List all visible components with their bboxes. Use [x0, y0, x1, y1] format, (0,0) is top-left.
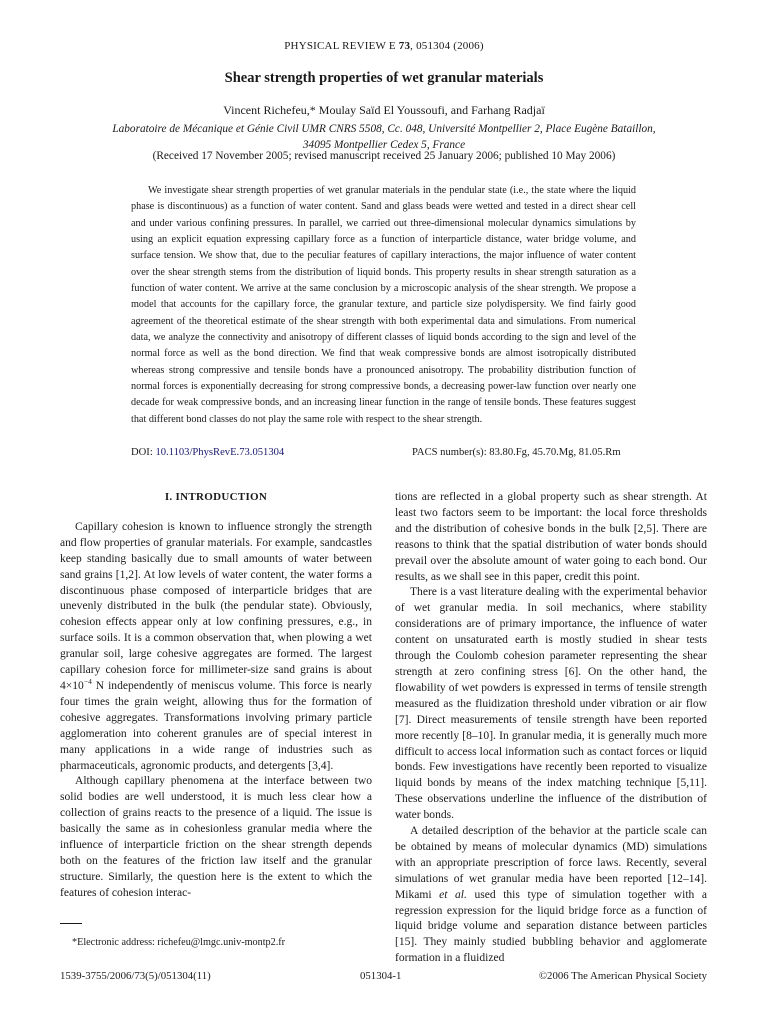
copyright: ©2006 The American Physical Society [538, 970, 707, 982]
force-value-exponent: −4 [83, 677, 92, 687]
intro-paragraph-1-text: Capillary cohesion is known to influence strongly the strength and flow properties of granular materials. For example, sandcastles keep standing basically due to small amounts of water between sand grains [1,2]. At low levels of water content, the water forms a discontinuous phase composed of interparticle bridges that are unevenly distributed in the bulk (the pendular state). Obviously, cohesion effects appear only at low confining pressures, e.g., in surface soils. It is a common observation that, when plowing a wet granular soil, large cohesive aggregates are formed. The largest capillary cohesion force for millimeter-size sand grains is about [60, 520, 372, 677]
footnote-text: *Electronic address: richefeu@lmgc.univ-montp2.fr [72, 937, 286, 948]
issn-code: 1539-3755/2006/73(5)/051304(11) [60, 970, 211, 982]
left-column [60, 490, 372, 902]
affiliation-line-1: Laboratoire de Mécanique et Génie Civil UMR CNRS 5508, Cc. 048, Université Montpellier 2, Place Eugène Bataillon, [112, 123, 656, 135]
footnote-rule [60, 923, 82, 924]
running-head [0, 40, 768, 52]
footnote [60, 937, 372, 948]
affiliation [60, 121, 708, 153]
intro-paragraph-5-text-a: A detailed description of the behavior at the particle scale can be obtained by means of molecular dynamics (MD) simulations with an appropriate prescription of force laws. Recently, several simulations of wet granular media have been reported [12–14]. Mikami [395, 825, 707, 901]
article-number: , 051304 (2006) [410, 40, 484, 52]
author-list: Vincent Richefeu,* Moulay Saïd El Youssoufi, and Farhang Radjaï [223, 103, 545, 117]
doi-link[interactable]: 10.1103/PhysRevE.73.051304 [155, 447, 285, 458]
intro-paragraph-2: Although capillary phenomena at the interface between two solid bodies are well understood, it is much less clear how a collection of grains reacts to the presence of a liquid. The issue is basically the same as in cohesionless granular media where the influence of interparticle friction on the shear strength depends both on the features of the friction law itself and the granular structure. Similarly, the question here is the extent to which the features of cohesion interac- [60, 775, 372, 899]
intro-paragraph-5-em: et al. [439, 888, 467, 901]
intro-paragraph-5-text-b: used this type of simulation together with a regression expression for the liquid bridge force as a function of liquid bridge volume and separation distance between particles [15]. They mainly studied bubbling behavior and agglomerate formation in a fluidized [395, 888, 707, 965]
intro-paragraph-5 [395, 824, 707, 967]
right-column [395, 490, 707, 967]
doi-label: DOI: [131, 447, 153, 458]
intro-paragraph-1-tail: N independently of meniscus volume. This force is nearly four times the grain weight, allowing thus for the formation of cohesive aggregates. Transformations involving primary particle agglomeration into coherent granules are of special interest in many applications in a wide range of industries such as pharmaceuticals, agronomic products, and detergents [3,4]. [60, 679, 372, 772]
intro-paragraph-4: There is a vast literature dealing with the experimental behavior of wet granular media. In soil mechanics, where stability considerations are of primary importance, the influence of water content on unsaturated earth is mostly studied in shear tests through the Coulomb cohesion parameter representing the shear strength at zero confining stress [6]. On the other hand, the flowability of wet powders is expressed in terms of tensile strength measured as the fluidization threshold under vibration or air flow [7]. Direct measurements of tensile strength have been reported more recently [8–10]. In granular media, it is generally much more difficult to access local information such as contact forces or liquid bonds. Few investigations have recently been reported to visualize liquid bonds by means of the index matching technique [5,11]. These observations underline the influence of the distribution of water bonds. [395, 586, 707, 822]
affiliation-line-2: 34095 Montpellier Cedex 5, France [302, 139, 466, 151]
section-heading: I. INTRODUCTION [164, 491, 268, 503]
intro-paragraph-1 [60, 520, 372, 775]
pacs-numbers: PACS number(s): 83.80.Fg, 45.70.Mg, 81.05.Rm [412, 447, 621, 458]
abstract [131, 183, 636, 428]
doi [131, 447, 284, 458]
received-dates: (Received 17 November 2005; revised manuscript received 25 January 2006; published 10 May 2006) [152, 150, 616, 162]
journal-volume: 73 [398, 40, 411, 52]
journal-name: PHYSICAL REVIEW E [284, 40, 396, 52]
intro-paragraph-3: tions are reflected in a global property such as shear strength. At least two factors seem to be important: the local force thresholds and the distribution of cohesive bonds in the bulk [2,5]. There are reasons to think that the spatial distribution of water bonds should prevail over the absolute amount of water going to each bond. Our results, as we shall see in this paper, credit this point. [395, 491, 707, 583]
abstract-text: We investigate shear strength properties of wet granular materials in the pendular state (i.e., the state where the liquid phase is discontinuous) as a function of water content. Sand and glass beads were wetted and tested in a direct shear cell and under various confining pressures. In parallel, we carried out three-dimensional molecular dynamics simulations by using an explicit equation expressing capillary force as a function of interparticle distance, water bridge volume, and surface tension. We show that, due to the peculiar features of capillary interactions, the major influence of water content over the shear strength stems from the distribution of liquid bonds. This property results in shear strength saturation as a function of water content. We arrive at the same conclusion by a microscopic analysis of the shear strength. We propose a model that accounts for the capillary force, the granular texture, and particle size polydispersity. We find fairly good agreement of the theoretical estimate of the shear strength with both experimental data and simulations. From numerical data, we analyze the connectivity and anisotropy of different classes of liquid bonds according to the sign and level of the normal force as well as the bond direction. We find that weak compressive bonds are almost isotropically distributed whereas strong compressive and tensile bonds have a pronounced anisotropy. The probability distribution function of normal forces is exponentially decreasing for strong compressive bonds, a decreasing power-law function over nearly one decade for weak compressive bonds, and an increasing linear function in the range of tensile bonds. These features suggest that different bond classes do not play the same role with respect to the shear strength. [131, 185, 636, 425]
paper-title: Shear strength properties of wet granular materials [224, 70, 544, 86]
force-value-base: 4×10 [60, 679, 84, 692]
page-number: 051304-1 [360, 970, 402, 982]
